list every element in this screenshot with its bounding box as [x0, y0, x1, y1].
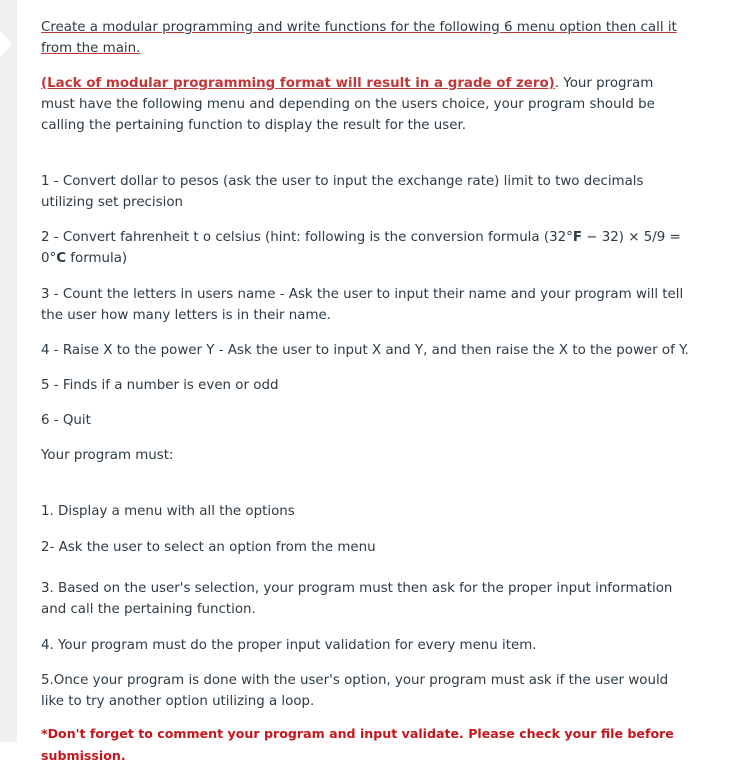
- intro-paragraph: [41, 17, 689, 59]
- left-gutter: [0, 0, 17, 742]
- must-heading: Your program must:: [41, 448, 174, 463]
- must-item-3: 3. Based on the user's selection, your program must then ask for the proper input information and call the pertaining function.: [41, 581, 673, 617]
- menu-option-1: 1 - Convert dollar to pesos (ask the user to input the exchange rate) limit to two decimals utilizing set precision: [41, 174, 644, 210]
- menu-option-6: 6 - Quit: [41, 413, 91, 428]
- menu-option-4: 4 - Raise X to the power Y - Ask the user to input X and Y, and then raise the X to the power of Y.: [41, 343, 689, 358]
- intro-text: Create a modular programming and write functions for the following 6 menu option then call it from the main.: [41, 20, 677, 56]
- grade-zero-warning: (Lack of modular programming format will result in a grade of zero): [41, 76, 555, 91]
- must-item-5: 5.Once your program is done with the user's option, your program must ask if the user would like to try another option utilizing a loop.: [41, 673, 669, 709]
- footer-warning: *Don't forget to comment your program and input validate. Please check your file before submission.: [41, 726, 674, 763]
- requirement-text: . Your program must have the following menu and depending on the users choice, your program should be calling the pertaining function to display the result for the user.: [41, 76, 655, 133]
- requirement-paragraph: [41, 73, 689, 136]
- menu-option-2: 2 - Convert fahrenheit t o celsius (hint: following is the conversion formula (32°F − 32) × 5/9 = 0°C formula): [41, 230, 681, 266]
- must-item-2: 2- Ask the user to select an option from the menu: [41, 540, 376, 555]
- must-item-1: 1. Display a menu with all the options: [41, 504, 295, 519]
- collapse-notch: [0, 30, 12, 58]
- menu-option-5: 5 - Finds if a number is even or odd: [41, 378, 279, 393]
- menu-option-3: 3 - Count the letters in users name - Ask the user to input their name and your program will tell the user how many letters is in their name.: [41, 287, 684, 323]
- must-item-4: 4. Your program must do the proper input validation for every menu item.: [41, 638, 537, 653]
